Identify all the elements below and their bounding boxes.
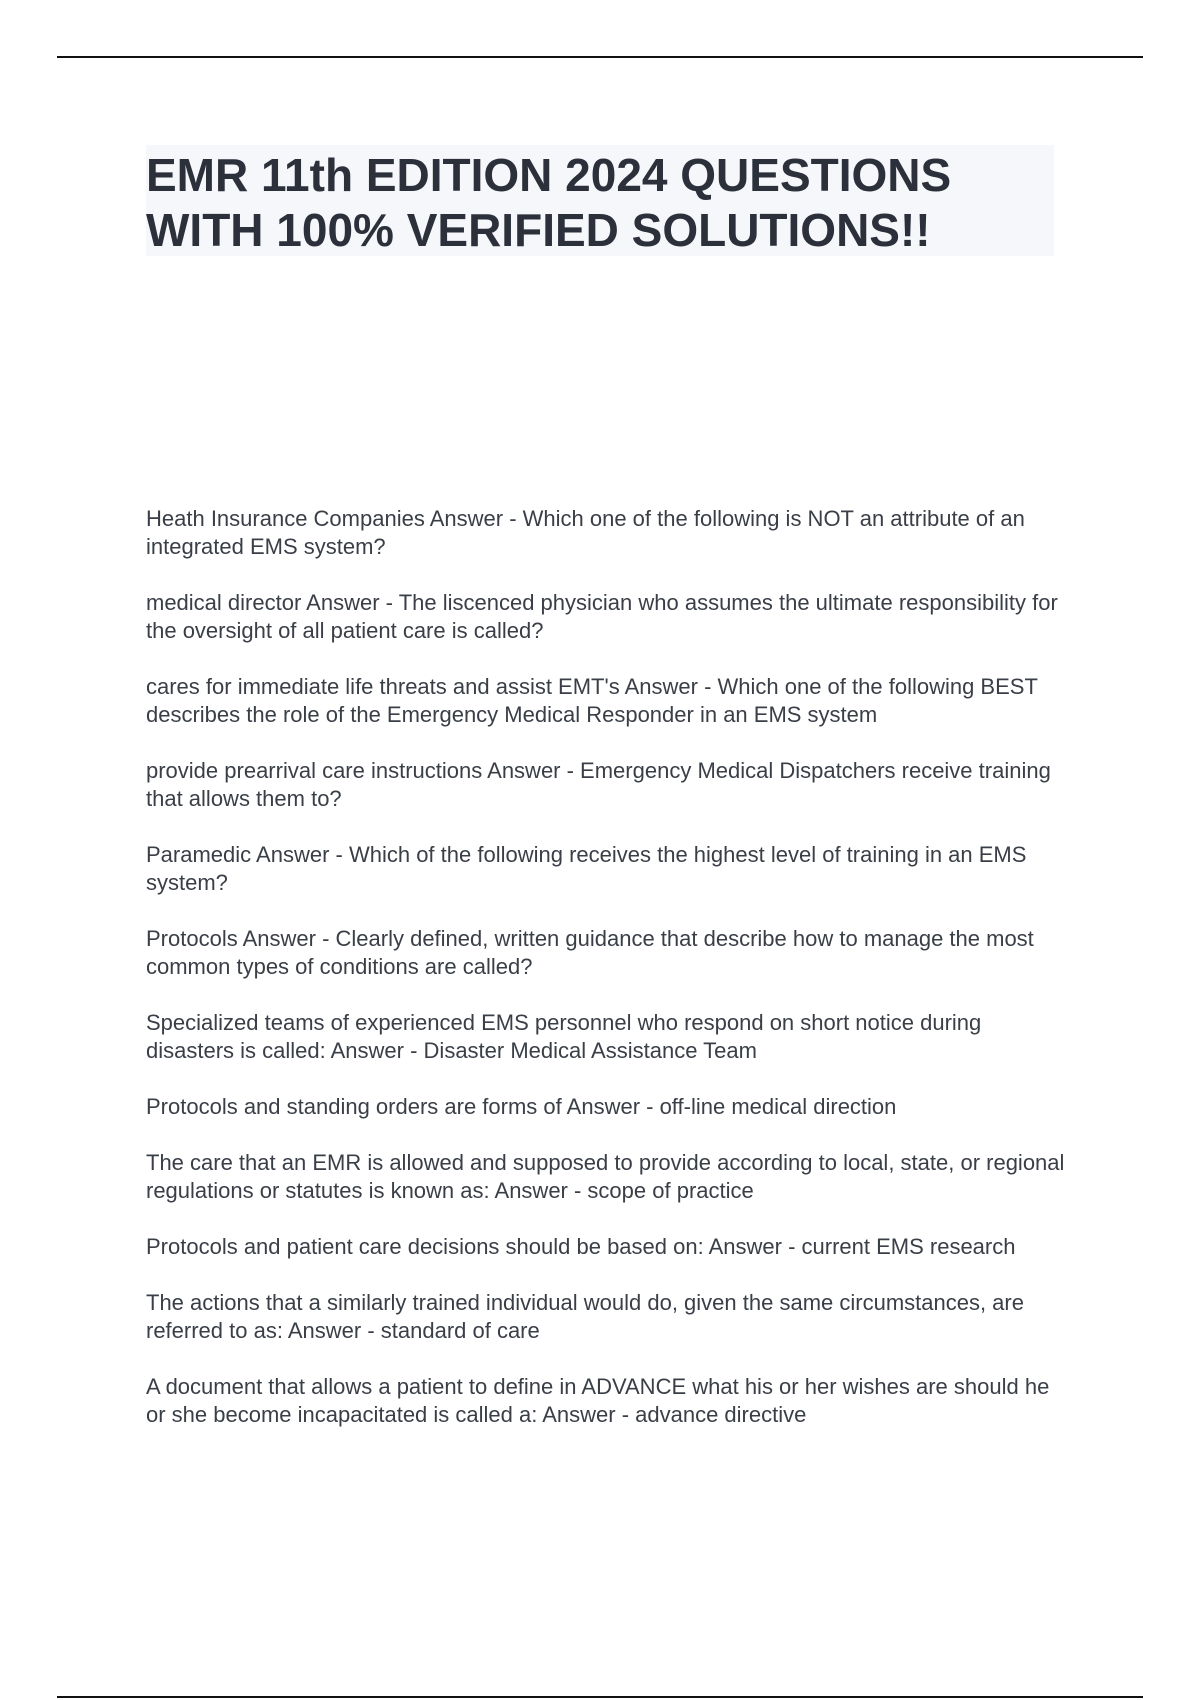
qa-item: medical director Answer - The liscenced physician who assumes the ultimate responsibility for the oversight of all patient care is called?: [146, 590, 1058, 643]
qa-item: Protocols Answer - Clearly defined, written guidance that describe how to manage the most common types of conditions are called?: [146, 926, 1034, 979]
top-rule: [57, 56, 1143, 58]
bottom-rule: [57, 1696, 1143, 1698]
qa-item: Paramedic Answer - Which of the following receives the highest level of training in an EMS system?: [146, 842, 1027, 895]
document-title: EMR 11th EDITION 2024 QUESTIONS WITH 100% VERIFIED SOLUTIONS!!: [146, 149, 952, 256]
qa-item: Protocols and standing orders are forms of Answer - off-line medical direction: [146, 1094, 897, 1119]
qa-item: provide prearrival care instructions Answer - Emergency Medical Dispatchers receive training that allows them to?: [146, 758, 1051, 811]
qa-item: Specialized teams of experienced EMS personnel who respond on short notice during disasters is called: Answer - Disaster Medical Assistance Team: [146, 1010, 982, 1063]
qa-item: cares for immediate life threats and assist EMT's Answer - Which one of the following BEST describes the role of the Emergency Medical Responder in an EMS system: [146, 674, 1038, 727]
qa-item: Protocols and patient care decisions should be based on: Answer - current EMS research: [146, 1234, 1016, 1259]
qa-item: The actions that a similarly trained individual would do, given the same circumstances, are referred to as: Answer - standard of care: [146, 1290, 1024, 1343]
qa-item: A document that allows a patient to define in ADVANCE what his or her wishes are should he or she become incapacitated is called a: Answer - advance directive: [146, 1374, 1050, 1427]
qa-item: The care that an EMR is allowed and supposed to provide according to local, state, or regional regulations or statutes is known as: Answer - scope of practice: [146, 1150, 1065, 1203]
title-banner: [146, 145, 1054, 256]
qa-item: Heath Insurance Companies Answer - Which one of the following is NOT an attribute of an integrated EMS system?: [146, 506, 1025, 559]
qa-list: [146, 505, 1066, 1457]
